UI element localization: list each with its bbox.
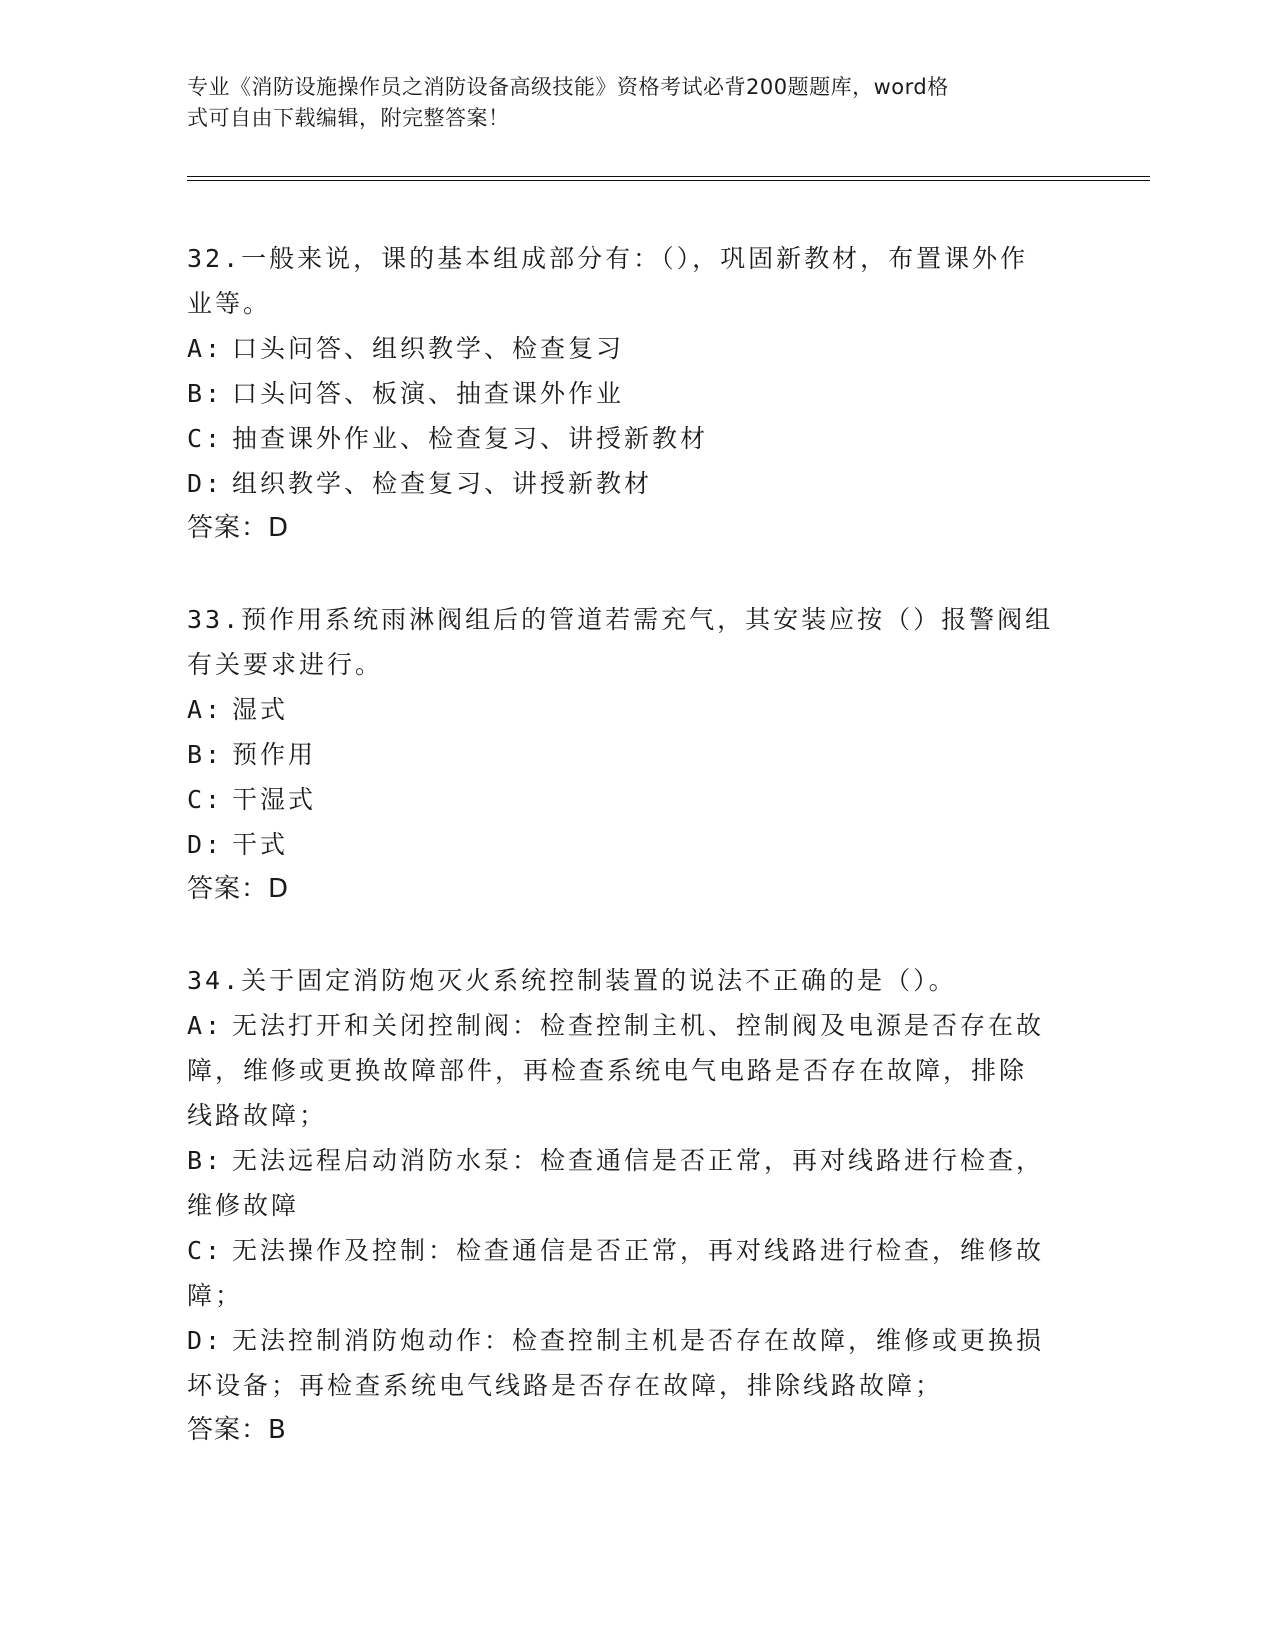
option-text: 障；	[187, 1281, 244, 1310]
option-label: A:	[187, 1011, 224, 1040]
header-line-1: 专业《消防设施操作员之消防设备高级技能》资格考试必背200题题库，word格	[187, 75, 949, 99]
option-label: D:	[187, 830, 224, 859]
option-text: 口头问答、组织教学、检查复习	[232, 334, 625, 363]
option-label: C:	[187, 1236, 224, 1265]
option-label: B:	[187, 1146, 224, 1175]
question-32	[187, 236, 1087, 551]
option-label: D:	[187, 1326, 224, 1355]
question-list	[187, 236, 1087, 1499]
option-line	[187, 777, 1087, 822]
option-text: 线路故障；	[187, 1101, 328, 1130]
option-label: B:	[187, 740, 224, 769]
option-line	[187, 732, 1087, 777]
question-stem-line: 34.关于固定消防炮灭火系统控制装置的说法不正确的是（）。	[187, 966, 957, 995]
option-text: 无法远程启动消防水泵：检查通信是否正常，再对线路进行检查，	[232, 1146, 1045, 1175]
option-text: 坏设备；再检查系统电气线路是否存在故障，排除线路故障；	[187, 1371, 944, 1400]
answer-line: 答案：B	[187, 1415, 287, 1445]
option-text: 干湿式	[232, 785, 317, 814]
question-33	[187, 597, 1087, 912]
question-34	[187, 958, 1087, 1453]
option-line	[187, 1093, 1087, 1138]
question-stem-line: 业等。	[187, 289, 272, 318]
option-text: 维修故障	[187, 1191, 300, 1220]
answer-line: 答案：D	[187, 513, 290, 543]
header-line-2: 式可自由下载编辑，附完整答案！	[187, 106, 510, 130]
option-line	[187, 1318, 1087, 1363]
option-text: 障，维修或更换故障部件，再检查系统电气电路是否存在故障，排除	[187, 1056, 1028, 1085]
option-text: 湿式	[232, 695, 289, 724]
option-label: C:	[187, 785, 224, 814]
option-label: B:	[187, 379, 224, 408]
option-text: 预作用	[232, 740, 317, 769]
option-label: D:	[187, 469, 224, 498]
question-stem-line: 32.一般来说，课的基本组成部分有：（），巩固新教材，布置课外作	[187, 244, 1029, 273]
option-text: 无法控制消防炮动作：检查控制主机是否存在故障，维修或更换损	[232, 1326, 1045, 1355]
document-header	[187, 72, 1067, 134]
option-label: A:	[187, 334, 224, 363]
option-line	[187, 1048, 1087, 1093]
option-text: 无法操作及控制：检查通信是否正常，再对线路进行检查，维修故	[232, 1236, 1045, 1265]
question-stem-line: 有关要求进行。	[187, 650, 384, 679]
option-line	[187, 1003, 1087, 1048]
option-line	[187, 1273, 1087, 1318]
question-stem-line: 33.预作用系统雨淋阀组后的管道若需充气，其安装应按（）报警阀组	[187, 605, 1054, 634]
option-line	[187, 822, 1087, 867]
option-line	[187, 1363, 1087, 1408]
header-divider-top	[187, 176, 1150, 177]
header-divider-bottom	[187, 180, 1150, 181]
option-text: 组织教学、检查复习、讲授新教材	[232, 469, 653, 498]
option-text: 无法打开和关闭控制阀：检查控制主机、控制阀及电源是否存在故	[232, 1011, 1045, 1040]
option-label: C:	[187, 424, 224, 453]
option-line	[187, 687, 1087, 732]
answer-line: 答案：D	[187, 874, 290, 904]
option-line	[187, 326, 1087, 371]
option-line	[187, 416, 1087, 461]
option-line	[187, 1138, 1087, 1183]
option-text: 抽查课外作业、检查复习、讲授新教材	[232, 424, 709, 453]
option-line	[187, 1228, 1087, 1273]
option-label: A:	[187, 695, 224, 724]
option-line	[187, 1183, 1087, 1228]
option-line	[187, 371, 1087, 416]
option-line	[187, 461, 1087, 506]
option-text: 干式	[232, 830, 289, 859]
option-text: 口头问答、板演、抽查课外作业	[232, 379, 625, 408]
